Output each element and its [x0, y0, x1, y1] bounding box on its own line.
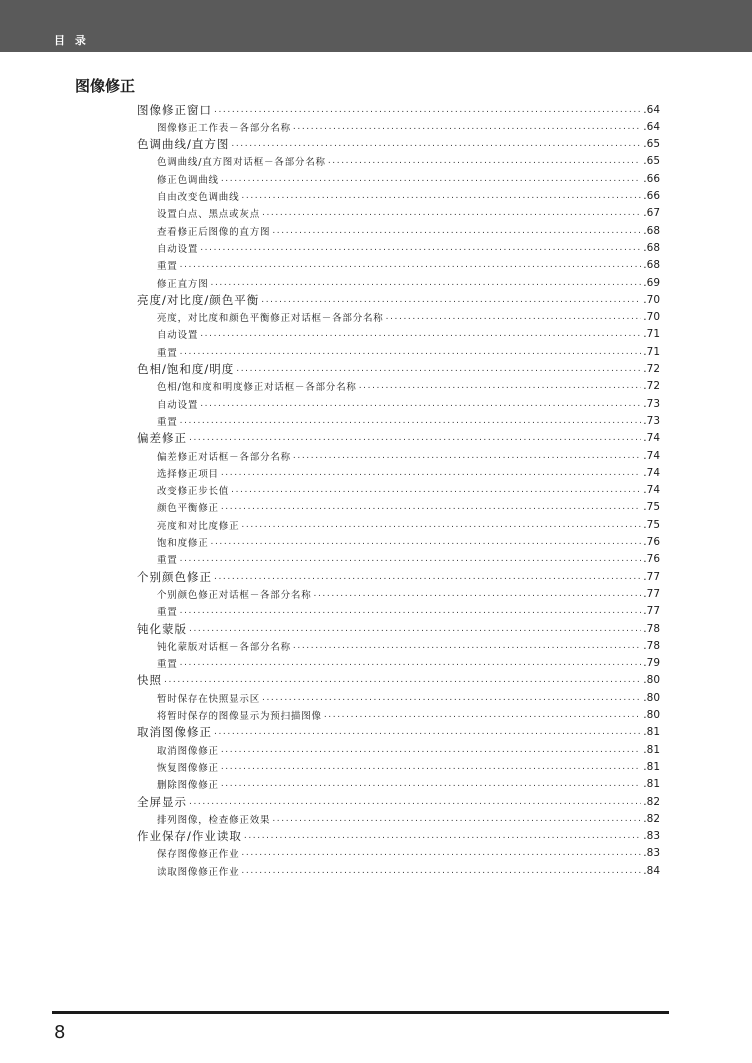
toc-entry-label: 删除图像修正	[157, 780, 219, 792]
toc-chapter-entry[interactable]	[137, 620, 660, 637]
toc-subentry[interactable]	[157, 603, 660, 620]
toc-entry-page: .74	[643, 432, 660, 445]
toc-subentry[interactable]	[157, 499, 660, 516]
toc-entry-page: .68	[643, 224, 660, 237]
toc-subentry[interactable]	[157, 412, 660, 429]
toc-entry-page: .82	[643, 795, 660, 808]
toc-leader-dots	[211, 537, 642, 547]
toc-entry-page: .80	[643, 709, 660, 721]
toc-leader-dots	[221, 502, 641, 512]
toc-entry-label: 图像修正工作表－各部分名称	[157, 122, 291, 134]
toc-entry-label: 读取图像修正作业	[157, 866, 240, 878]
toc-entry-page: .78	[643, 639, 660, 652]
toc-entry-page: .77	[643, 570, 660, 583]
toc-entry-page: .68	[643, 241, 660, 254]
toc-subentry[interactable]	[157, 741, 660, 758]
toc-leader-dots	[189, 624, 641, 634]
toc-leader-dots	[180, 606, 642, 616]
toc-subentry[interactable]	[157, 810, 660, 827]
toc-entry-label: 图像修正窗口	[137, 102, 212, 117]
toc-entry-label: 排列图像，检查修正效果	[157, 814, 271, 826]
toc-entry-page: .81	[643, 778, 660, 791]
toc-entry-label: 保存图像修正作业	[157, 849, 240, 861]
toc-leader-dots	[314, 589, 642, 599]
toc-chapter-entry[interactable]	[137, 136, 660, 153]
toc-leader-dots	[221, 174, 641, 184]
toc-entry-label: 改变修正步长值	[157, 486, 230, 498]
toc-subentry[interactable]	[157, 395, 660, 412]
toc-entry-page: .64	[643, 120, 660, 133]
toc-leader-dots	[262, 208, 641, 218]
toc-subentry[interactable]	[157, 326, 660, 343]
toc-subentry[interactable]	[157, 758, 660, 775]
footer-divider	[52, 1011, 669, 1014]
toc-chapter-entry[interactable]	[137, 101, 660, 118]
toc-subentry[interactable]	[157, 862, 660, 879]
toc-chapter-entry[interactable]	[137, 672, 660, 689]
toc-entry-label: 暂时保存在快照显示区	[157, 693, 261, 705]
toc-leader-dots	[189, 797, 641, 807]
toc-leader-dots	[272, 226, 641, 236]
toc-entry-page: .74	[643, 484, 660, 497]
toc-entry-label: 自动设置	[157, 330, 199, 342]
toc-leader-dots	[164, 675, 641, 685]
toc-entry-page: .79	[643, 657, 660, 670]
toc-entry-label: 查看修正后图像的直方图	[157, 226, 271, 238]
toc-subentry[interactable]	[157, 257, 660, 274]
toc-leader-dots	[180, 347, 642, 357]
toc-leader-dots	[261, 295, 641, 305]
toc-entry-label: 个别颜色修正对话框－各部分名称	[157, 589, 312, 601]
toc-entry-label: 色调曲线/直方图对话框－各部分名称	[157, 157, 326, 169]
toc-entry-page: .70	[643, 293, 660, 306]
toc-chapter-entry[interactable]	[137, 724, 660, 741]
toc-entry-label: 色相/饱和度和明度修正对话框－各部分名称	[157, 382, 357, 394]
toc-chapter-entry[interactable]	[137, 828, 660, 845]
toc-subentry[interactable]	[157, 845, 660, 862]
toc-entry-label: 亮度和对比度修正	[157, 520, 240, 532]
toc-entry-page: .65	[643, 155, 660, 168]
toc-entry-page: .75	[643, 518, 660, 531]
toc-entry-label: 钝化蒙版	[137, 621, 187, 636]
toc-entry-page: .68	[643, 259, 660, 272]
toc-entry-page: .83	[643, 847, 660, 860]
toc-subentry[interactable]	[157, 707, 660, 724]
toc-leader-dots	[236, 364, 641, 374]
toc-entry-label: 将暂时保存的图像显示为预扫描图像	[157, 711, 322, 722]
toc-entry-page: .77	[643, 587, 660, 600]
toc-entry-page: .72	[643, 363, 660, 375]
toc-leader-dots	[211, 278, 642, 288]
toc-entry-page: .66	[643, 190, 660, 202]
header-bar	[0, 0, 752, 52]
toc-leader-dots	[221, 745, 641, 755]
toc-chapter-entry[interactable]	[137, 291, 660, 308]
toc-leader-dots	[324, 710, 641, 720]
toc-entry-label: 色调曲线/直方图	[137, 137, 230, 152]
toc-leader-dots	[221, 779, 641, 789]
toc-leader-dots	[241, 848, 641, 858]
toc-subentry[interactable]	[157, 516, 660, 533]
toc-entry-label: 钝化蒙版对话框－各部分名称	[157, 641, 291, 653]
toc-entry-page: .71	[643, 328, 660, 341]
toc-entry-label: 偏差修正对话框－各部分名称	[157, 451, 291, 463]
toc-leader-dots	[200, 243, 641, 253]
toc-entry-label: 重置	[157, 347, 178, 359]
toc-subentry[interactable]	[157, 482, 660, 499]
toc-entry-label: 重置	[157, 659, 178, 671]
toc-entry-page: .66	[643, 172, 660, 185]
page-number: 8	[54, 1022, 66, 1043]
toc-entry-label: 快照	[137, 673, 162, 688]
toc-entry-label: 修正直方图	[157, 278, 209, 290]
toc-leader-dots	[272, 814, 641, 824]
toc-entry-label: 全屏显示	[137, 794, 187, 809]
toc-entry-label: 饱和度修正	[157, 538, 209, 549]
toc-entry-page: .69	[643, 276, 660, 289]
toc-subentry[interactable]	[157, 239, 660, 256]
toc-leader-dots	[241, 191, 641, 201]
toc-subentry[interactable]	[157, 637, 660, 654]
toc-entry-page: .80	[643, 674, 660, 687]
toc-leader-dots	[180, 658, 642, 668]
toc-subentry[interactable]	[157, 378, 660, 395]
toc-leader-dots	[293, 451, 641, 461]
toc-entry-label: 修正色调曲线	[157, 174, 219, 186]
toc-entry-label: 取消图像修正	[137, 725, 212, 740]
toc-leader-dots	[244, 831, 641, 841]
toc-entry-page: .81	[643, 760, 660, 773]
toc-leader-dots	[200, 329, 641, 339]
toc-chapter-entry[interactable]	[137, 793, 660, 810]
toc-leader-dots	[231, 485, 641, 495]
toc-entry-label: 取消图像修正	[157, 745, 219, 757]
toc-leader-dots	[359, 381, 642, 391]
toc-entry-label: 色相/饱和度/明度	[137, 362, 235, 376]
toc-entry-page: .74	[643, 466, 660, 479]
toc-entry-label: 亮度，对比度和颜色平衡修正对话框－各部分名称	[157, 313, 384, 325]
toc-leader-dots	[200, 399, 641, 409]
toc-entry-label: 设置白点、黑点或灰点	[157, 209, 261, 221]
toc-entry-label: 重置	[157, 607, 178, 619]
toc-entry-label: 重置	[157, 261, 178, 273]
toc-subentry[interactable]	[157, 205, 660, 222]
toc-entry-page: .81	[643, 743, 660, 756]
toc-entry-page: .76	[643, 536, 660, 548]
toc-entry-label: 重置	[157, 416, 178, 428]
toc-entry-page: .74	[643, 449, 660, 462]
toc-entry-page: .71	[643, 345, 660, 358]
toc-subentry[interactable]	[157, 534, 660, 551]
toc-subentry[interactable]	[157, 551, 660, 568]
toc-entry-page: .82	[643, 812, 660, 825]
toc-subentry[interactable]	[157, 689, 660, 706]
toc-entry-page: .67	[643, 207, 660, 220]
toc-subentry[interactable]	[157, 343, 660, 360]
toc-leader-dots	[293, 122, 641, 132]
toc-leader-dots	[180, 416, 642, 426]
toc-subentry[interactable]	[157, 170, 660, 187]
toc-entry-label: 重置	[157, 555, 178, 567]
toc-subentry[interactable]	[157, 118, 660, 135]
toc-leader-dots	[241, 866, 641, 876]
toc-leader-dots	[293, 641, 641, 651]
toc-leader-dots	[180, 260, 642, 270]
toc-subentry[interactable]	[157, 585, 660, 602]
toc-subentry[interactable]	[157, 776, 660, 793]
toc-subentry[interactable]	[157, 655, 660, 672]
toc-entry-label: 颜色平衡修正	[157, 503, 219, 515]
toc-subentry[interactable]	[157, 274, 660, 291]
toc-entry-page: .72	[643, 380, 660, 393]
toc-entry-page: .73	[643, 397, 660, 410]
toc-entry-label: 偏差修正	[137, 431, 187, 446]
toc-entry-label: 恢复图像修正	[157, 762, 219, 774]
toc-entry-page: .83	[643, 830, 660, 843]
toc-entry-page: .65	[643, 138, 660, 151]
toc-entry-label: 自动设置	[157, 399, 199, 411]
toc-subentry[interactable]	[157, 464, 660, 481]
toc-leader-dots	[221, 468, 641, 478]
toc-leader-dots	[262, 693, 641, 703]
toc-entry-label: 个别颜色修正	[137, 569, 212, 584]
toc-subentry[interactable]	[157, 447, 660, 464]
toc-leader-dots	[221, 762, 641, 772]
toc-entry-page: .81	[643, 726, 660, 739]
toc-chapter-entry[interactable]	[137, 430, 660, 447]
toc-entry-label: 作业保存/作业读取	[137, 829, 242, 844]
toc-entry-label: 亮度/对比度/颜色平衡	[137, 292, 260, 307]
toc-chapter-entry[interactable]	[137, 361, 660, 378]
toc-leader-dots	[214, 572, 641, 582]
toc-entry-label: 自由改变色调曲线	[157, 192, 240, 203]
toc-subentry[interactable]	[157, 222, 660, 239]
toc-chapter-entry[interactable]	[137, 568, 660, 585]
toc-entry-page: .75	[643, 501, 660, 514]
toc-leader-dots	[214, 105, 641, 115]
toc-subentry[interactable]	[157, 309, 660, 326]
toc-entry-page: .78	[643, 622, 660, 635]
toc-entry-page: .73	[643, 414, 660, 427]
toc-entry-page: .64	[643, 103, 660, 116]
section-title: 图像修正	[75, 77, 136, 95]
toc-leader-dots	[180, 554, 642, 564]
toc-leader-dots	[386, 312, 642, 322]
toc-entry-label: 自动设置	[157, 243, 199, 255]
toc-leader-dots	[328, 156, 641, 166]
toc-leader-dots	[231, 139, 641, 149]
toc-entry-page: .70	[643, 311, 660, 324]
toc-entry-page: .77	[643, 605, 660, 618]
toc-entry-page: .76	[643, 553, 660, 566]
toc-subentry[interactable]	[157, 188, 660, 205]
toc-leader-dots	[241, 520, 641, 530]
header-title: 目 录	[54, 34, 89, 47]
toc-leader-dots	[214, 727, 641, 737]
toc-subentry[interactable]	[157, 153, 660, 170]
toc-entry-page: .84	[643, 864, 660, 877]
toc-entry-page: .80	[643, 691, 660, 704]
toc-leader-dots	[189, 433, 641, 443]
toc-entry-label: 选择修正项目	[157, 468, 219, 480]
